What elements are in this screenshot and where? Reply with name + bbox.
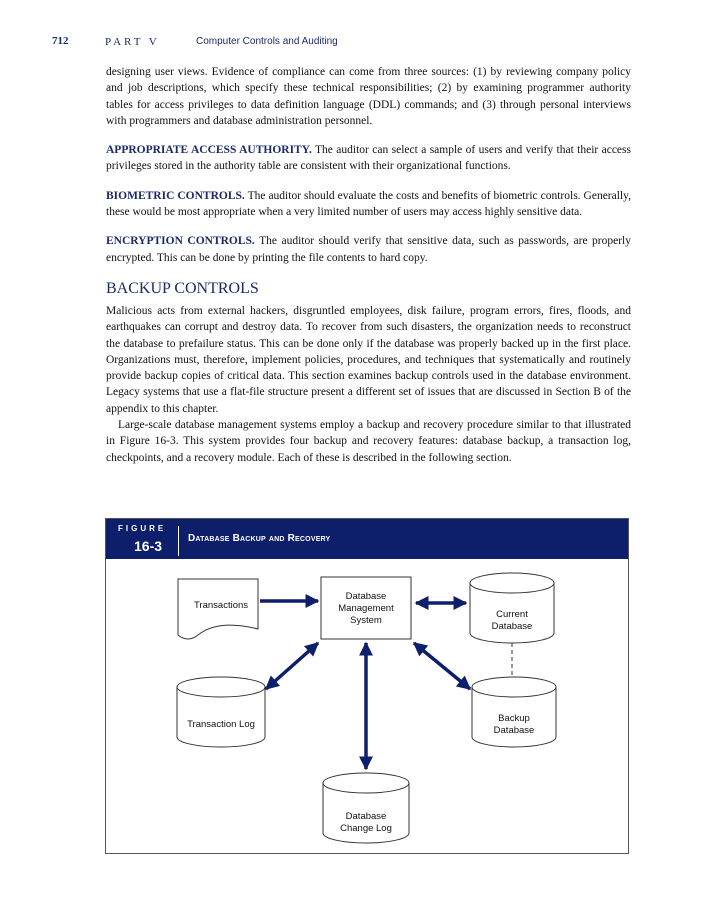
backup-database-label-2: Database xyxy=(493,725,535,736)
current-database-cylinder xyxy=(470,573,554,643)
biometric-paragraph xyxy=(106,188,631,221)
backup-database-label-1: Backup xyxy=(498,713,530,724)
transaction-log-cylinder xyxy=(177,677,265,747)
figure-divider xyxy=(178,526,179,556)
access-text: The auditor can select a sample of users and verify that their access privileges stored in the authority table are consistent with their organizational functions. xyxy=(106,144,631,173)
dbms-label-3: System xyxy=(350,615,382,626)
arrow-dbms-backup xyxy=(414,643,470,689)
biometric-text: The auditor should evaluate the costs and benefits of biometric controls. Generally, these would be most appropriate when a very limited number of users may access highly sensitive data. xyxy=(106,189,631,219)
figure-16-3 xyxy=(105,518,629,854)
change-log-label-2: Change Log xyxy=(340,823,392,834)
dbms-label-2: Management xyxy=(338,603,394,614)
access-paragraph xyxy=(106,142,631,175)
backup-paragraph-2: Large-scale database management systems employ a backup and recovery procedure similar to that illustrated in Figure 16-3. This system provides four backup and recovery features: database backup, a transaction log, checkpoints, and a recovery module. Each of these is described in the following section. xyxy=(106,419,631,464)
dbms-label-1: Database xyxy=(345,591,387,602)
transaction-log-label: Transaction Log xyxy=(187,719,255,730)
figure-banner xyxy=(106,519,628,559)
arrow-dbms-txlog xyxy=(266,643,318,689)
figure-number: 16-3 xyxy=(134,538,163,554)
change-log-label-1: Database xyxy=(345,811,387,822)
current-database-label-1: Current xyxy=(496,609,528,620)
encryption-heading: ENCRYPTION CONTROLS. xyxy=(106,235,255,248)
running-title: Computer Controls and Auditing xyxy=(196,36,338,47)
transactions-document xyxy=(178,579,258,639)
figure-label: FIGURE xyxy=(118,524,167,533)
access-heading: APPROPRIATE ACCESS AUTHORITY. xyxy=(106,144,312,157)
backup-paragraph-1: Malicious acts from external hackers, disgruntled employees, disk failure, program errors, fires, floods, and earthquakes can corrupt and destroy data. To recover from such disasters, the organization needs to reconstruct the database to prefailure status. This can be done only if the database was properly backed up in the first place. Organizations must, therefore, implement policies, procedures, and techniques that systematically and routinely provide backup copies of critical data. This section examines backup controls used in the database environment. Legacy systems that use a flat-file structure present a different set of issues that are discussed in Section B of the appendix to this chapter. xyxy=(106,304,631,415)
part-label: PART V xyxy=(105,36,160,48)
body-text xyxy=(106,64,631,466)
page-number: 712 xyxy=(52,35,69,47)
backup-database-cylinder xyxy=(472,677,556,747)
figure-title: Database Backup and Recovery xyxy=(188,533,331,544)
biometric-heading: BIOMETRIC CONTROLS. xyxy=(106,189,245,202)
database-change-log-cylinder xyxy=(323,773,409,843)
encryption-text: The auditor should verify that sensitive data, such as passwords, are properly encrypted. This can be done by printing the file contents to hard copy. xyxy=(106,235,631,264)
current-database-label-2: Database xyxy=(491,621,533,632)
backup-recovery-diagram xyxy=(106,559,628,853)
intro-paragraph: designing user views. Evidence of compliance can come from three sources: (1) by reviewing company policy and job descriptions, which specify these technical responsibilities; (2) by examining programmer authority tables for access privileges to data definition language (DDL) commands; and (3) through personal interviews with programmers and database administration personnel. xyxy=(106,66,631,127)
encryption-paragraph xyxy=(106,233,631,266)
running-header xyxy=(0,35,719,51)
dbms-box xyxy=(321,577,411,639)
transactions-label: Transactions xyxy=(193,600,249,611)
section-heading: BACKUP CONTROLS xyxy=(106,279,259,297)
